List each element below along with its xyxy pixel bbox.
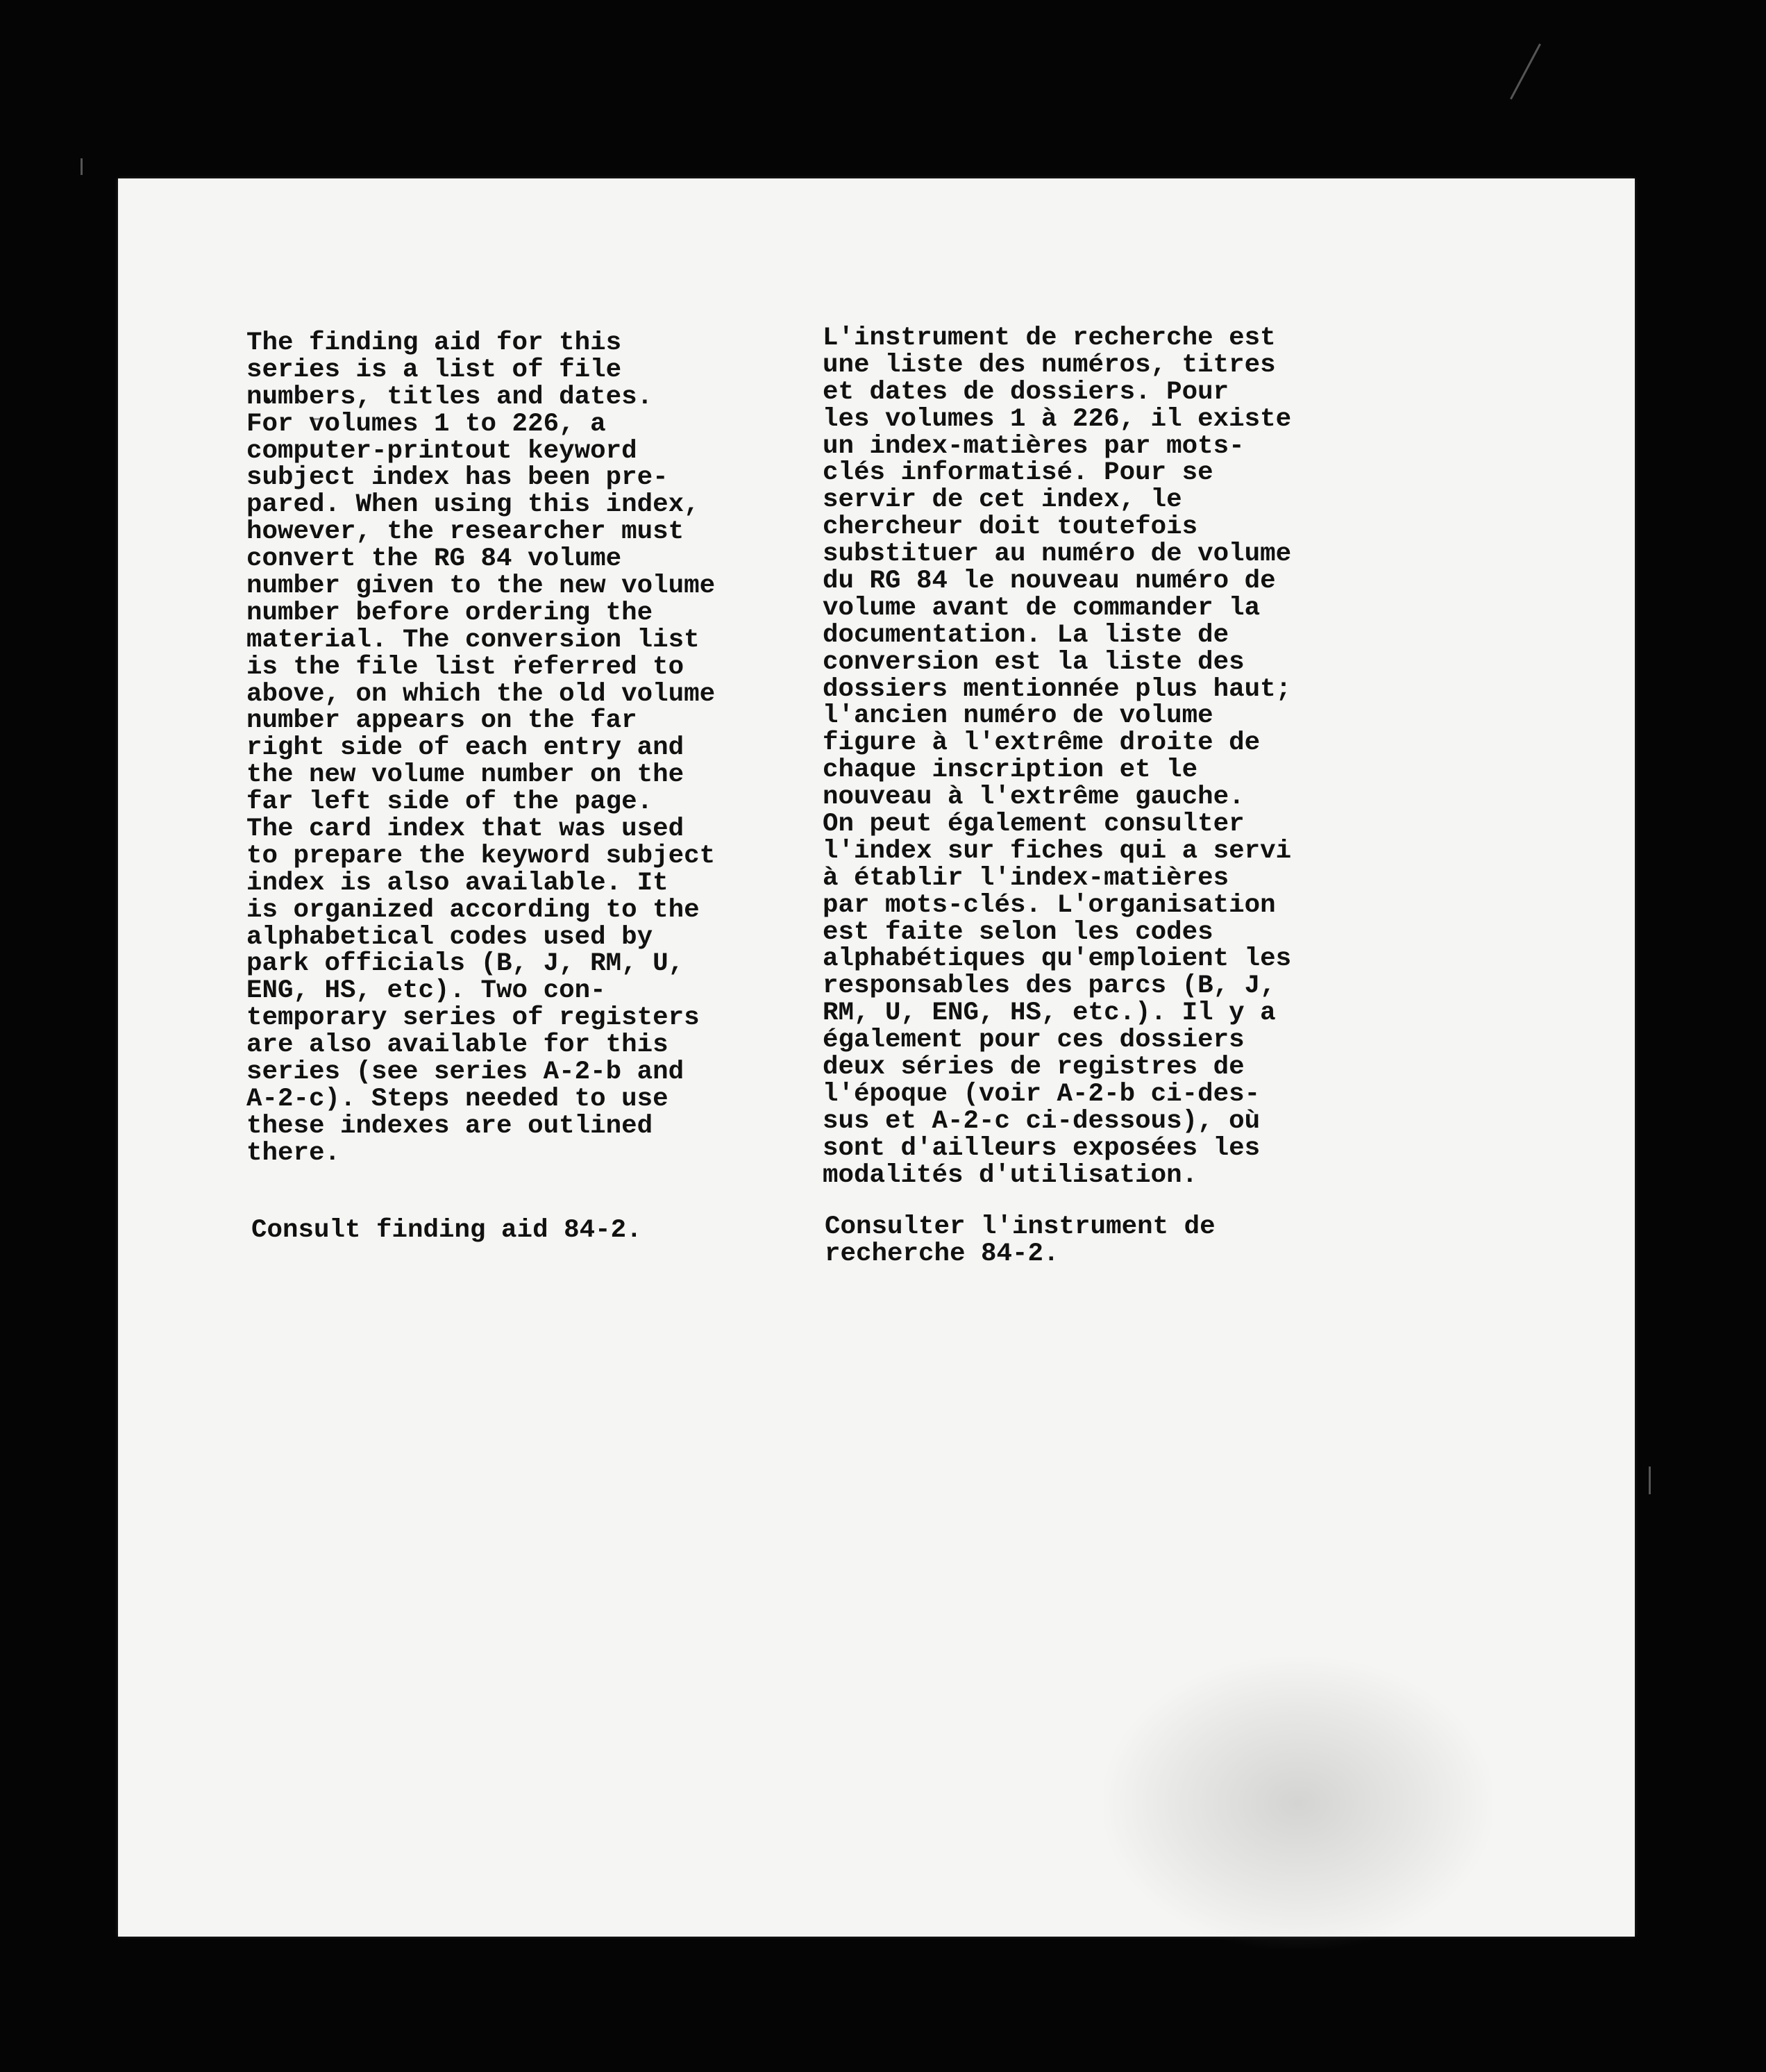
french-text-line: et dates de dossiers. Pour bbox=[823, 377, 1229, 407]
french-text-line: les volumes 1 à 226, il existe bbox=[823, 404, 1292, 434]
french-text-line: chercheur doit toutefois bbox=[823, 512, 1198, 542]
french-text-line: sus et A-2-c ci-dessous), où bbox=[823, 1106, 1261, 1136]
english-text-line: series is a list of file bbox=[246, 355, 622, 385]
french-text-line: nouveau à l'extrême gauche. bbox=[823, 783, 1245, 812]
english-text-line: alphabetical codes used by bbox=[246, 922, 653, 952]
french-text-line: L'instrument de recherche est bbox=[823, 324, 1276, 353]
french-footer-line: Consulter l'instrument de bbox=[825, 1212, 1216, 1242]
english-text-line: subject index has been pre- bbox=[246, 463, 668, 493]
french-text-line: clés informatisé. Pour se bbox=[823, 458, 1213, 488]
english-text-line: material. The conversion list bbox=[246, 625, 700, 655]
french-text-line: à établir l'index-matières bbox=[823, 863, 1229, 893]
english-text-line: convert the RG 84 volume bbox=[246, 544, 622, 574]
french-text-line: une liste des numéros, titres bbox=[823, 350, 1276, 380]
english-text-line: number before ordering the bbox=[246, 598, 653, 628]
english-footer: Consult finding aid 84-2. bbox=[251, 1216, 642, 1245]
french-text-line: On peut également consulter bbox=[823, 810, 1245, 839]
french-text-line: l'ancien numéro de volume bbox=[823, 701, 1213, 731]
english-text-line: the new volume number on the bbox=[246, 760, 684, 790]
french-text-line: l'époque (voir A-2-b ci-des- bbox=[823, 1079, 1261, 1109]
english-text-line: series (see series A-2-b and bbox=[246, 1058, 684, 1087]
english-text-line: The card index that was used bbox=[246, 814, 684, 844]
english-text-line: ENG, HS, etc). Two con- bbox=[246, 976, 606, 1006]
english-text-line: these indexes are outlined bbox=[246, 1111, 653, 1141]
french-text-line: RM, U, ENG, HS, etc.). Il y a bbox=[823, 999, 1276, 1028]
english-text-line: pared. When using this index, bbox=[246, 490, 700, 520]
french-footer bbox=[825, 1214, 1216, 1268]
french-text-line: figure à l'extrême droite de bbox=[823, 728, 1261, 758]
document-page bbox=[118, 178, 1635, 1937]
french-text-line: conversion est la liste des bbox=[823, 647, 1245, 677]
french-text-line: servir de cet index, le bbox=[823, 485, 1182, 515]
english-text-line: far left side of the page. bbox=[246, 787, 653, 817]
french-text-line: l'index sur fiches qui a servi bbox=[823, 836, 1292, 866]
english-text-line: number appears on the far bbox=[246, 706, 637, 736]
english-text-line: number given to the new volume bbox=[246, 571, 716, 601]
french-text-line: chaque inscription et le bbox=[823, 755, 1198, 785]
english-text-line: temporary series of registers bbox=[246, 1003, 700, 1033]
english-text-line: above, on which the old volume bbox=[246, 679, 716, 709]
english-text-line: For volumes 1 to 226, a bbox=[246, 409, 606, 439]
english-text-line: is organized according to the bbox=[246, 895, 700, 925]
english-text-line: index is also available. It bbox=[246, 868, 668, 898]
french-text-line: par mots-clés. L'organisation bbox=[823, 890, 1276, 920]
french-footer-line: recherche 84-2. bbox=[825, 1239, 1059, 1269]
french-text-line: du RG 84 le nouveau numéro de bbox=[823, 567, 1276, 596]
french-text-line: substituer au numéro de volume bbox=[823, 540, 1292, 569]
film-scratch bbox=[81, 158, 83, 175]
french-text-line: un index-matières par mots- bbox=[823, 431, 1245, 461]
french-text-line: est faite selon les codes bbox=[823, 917, 1213, 947]
english-text-line: is the file list ṙeferred to bbox=[246, 652, 684, 682]
french-text-line: documentation. La liste de bbox=[823, 620, 1229, 650]
french-text-line: deux séries de registres de bbox=[823, 1053, 1245, 1083]
french-text-line: sont d'ailleurs exposées les bbox=[823, 1133, 1261, 1163]
french-text-line: dossiers mentionnée plus haut; bbox=[823, 674, 1292, 704]
french-text-line: volume avant de commander la bbox=[823, 593, 1261, 623]
english-text-line: numbers, titles and dates. bbox=[246, 382, 653, 412]
english-text-line: are also available for this bbox=[246, 1030, 668, 1060]
french-text-line: alphabétiques qu'emploient les bbox=[823, 944, 1292, 974]
english-text-line: right side of each entry and bbox=[246, 733, 684, 763]
film-scratch bbox=[1649, 1467, 1651, 1494]
french-paragraph bbox=[823, 325, 1291, 1189]
english-text-line: park officials (B, J, RM, U, bbox=[246, 949, 684, 979]
french-text-line: également pour ces dossiers bbox=[823, 1026, 1245, 1055]
english-text-line: The finding aid for this bbox=[246, 328, 622, 358]
french-text-line: responsables des parcs (B, J, bbox=[823, 971, 1276, 1001]
english-text-line: there. bbox=[246, 1138, 341, 1168]
film-scratch bbox=[1510, 44, 1541, 100]
paper-smudge bbox=[1104, 1657, 1492, 1949]
english-text-line: to prepare the keyword subject bbox=[246, 841, 716, 871]
english-text-line: however, the researcher must bbox=[246, 517, 684, 547]
english-text-line: A-2-c). Steps needed to use bbox=[246, 1084, 668, 1114]
english-paragraph bbox=[246, 330, 715, 1167]
french-text-line: modalités d'utilisation. bbox=[823, 1160, 1198, 1190]
english-text-line: computer-printout keyword bbox=[246, 436, 637, 466]
